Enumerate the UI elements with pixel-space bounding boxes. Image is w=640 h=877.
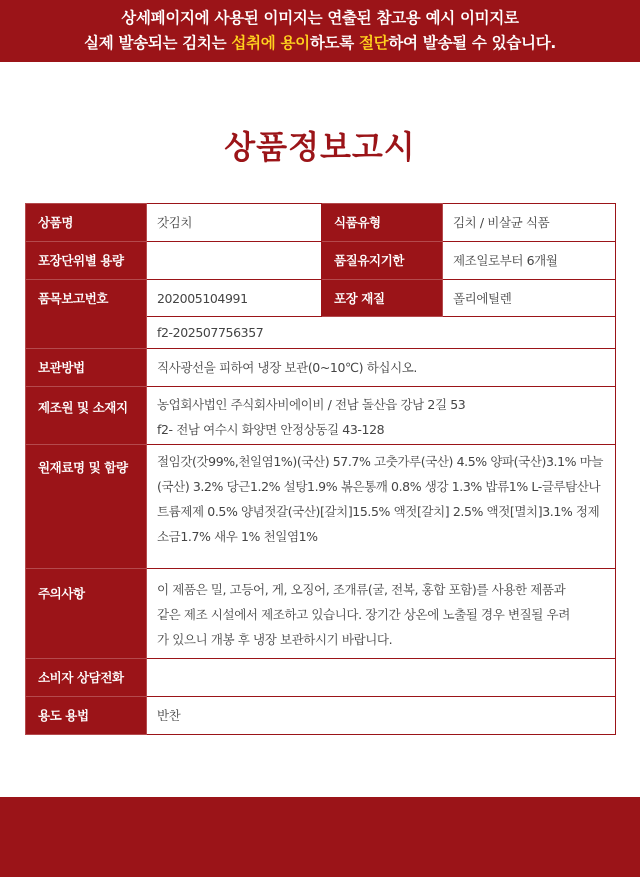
maker-value xyxy=(147,387,616,445)
report-number-value: 202005104991 xyxy=(147,280,322,317)
caution-line-1: 이 제품은 밀, 고등어, 게, 오징어, 조개류(굴, 전복, 홍합 포함)를 사용한 제품과 xyxy=(157,582,566,597)
footer-band xyxy=(0,797,640,877)
package-material-value: 폴리에틸렌 xyxy=(443,280,616,317)
caution-line-3: 가 있으니 개봉 후 냉장 보관하시기 바랍니다. xyxy=(157,632,393,647)
contact-value xyxy=(147,659,616,697)
package-material-label: 포장 재질 xyxy=(322,280,443,317)
product-name-label: 상품명 xyxy=(26,204,147,242)
product-info-table xyxy=(25,203,616,735)
storage-label: 보관방법 xyxy=(26,349,147,387)
report-number-value-2: f2-202507756357 xyxy=(147,317,616,349)
contact-label: 소비자 상담전화 xyxy=(26,659,147,697)
usage-label: 용도 용법 xyxy=(26,697,147,735)
shelf-life-label: 품질유지기한 xyxy=(322,242,443,280)
food-type-value: 김치 / 비살균 식품 xyxy=(443,204,616,242)
food-type-label: 식품유형 xyxy=(322,204,443,242)
caution-line-2: 같은 제조 시설에서 제조하고 있습니다. 장기간 상온에 노출될 경우 변질될 우려 xyxy=(157,607,570,622)
highlight-easy-to-eat: 섭취에 용이 xyxy=(231,34,310,52)
table-row xyxy=(26,349,616,387)
page-title: 상품정보고시 xyxy=(224,128,416,166)
table-row xyxy=(26,280,616,317)
ingredients-label: 원재료명 및 함량 xyxy=(26,445,147,569)
table-row xyxy=(26,569,616,659)
package-unit-label: 포장단위별 용량 xyxy=(26,242,147,280)
ingredients-line-1: 절임갓(갓99%,천일염1%)(국산) 57.7% 고춧가루(국산) 4.5% 양파(국산)3.1% 마늘 xyxy=(157,454,604,469)
product-name-value: 갓김치 xyxy=(147,204,322,242)
package-unit-value xyxy=(147,242,322,280)
notice-banner xyxy=(0,0,640,62)
maker-line-2: f2- 전남 여수시 화양면 안정상동길 43-128 xyxy=(157,422,385,437)
storage-value: 직사광선을 피하여 냉장 보관(0~10℃) 하십시오. xyxy=(147,349,616,387)
table-row xyxy=(26,204,616,242)
highlight-cut: 절단 xyxy=(358,34,389,52)
caution-value xyxy=(147,569,616,659)
table-row xyxy=(26,242,616,280)
ingredients-line-4: 소금1.7% 새우 1% 천일염1% xyxy=(157,529,318,544)
ingredients-line-2: (국산) 3.2% 당근1.2% 설탕1.9% 볶은통깨 0.8% 생강 1.3% 밥류1% L-글루탐산나 xyxy=(157,479,601,494)
ingredients-value xyxy=(147,445,616,569)
usage-value: 반찬 xyxy=(147,697,616,735)
table-row xyxy=(26,659,616,697)
table-row xyxy=(26,445,616,569)
ingredients-line-3: 트륨제제 0.5% 양념젓갈(국산)[갈치]15.5% 액젓[갈치] 2.5% 액젓[멸치]3.1% 정제 xyxy=(157,504,600,519)
shelf-life-value: 제조일로부터 6개월 xyxy=(443,242,616,280)
table-row xyxy=(26,697,616,735)
maker-label: 제조원 및 소재지 xyxy=(26,387,147,445)
notice-line-1: 상세페이지에 사용된 이미지는 연출된 참고용 예시 이미지로 xyxy=(121,9,519,27)
report-number-label: 품목보고번호 xyxy=(26,280,147,349)
notice-line-2: 실제 발송되는 김치는 섭취에 용이하도록 절단하여 발송될 수 있습니다. xyxy=(84,34,556,52)
caution-label: 주의사항 xyxy=(26,569,147,659)
maker-line-1: 농업회사법인 주식회사비에이비 / 전남 돌산읍 강남 2길 53 xyxy=(157,397,466,412)
table-row xyxy=(26,387,616,445)
